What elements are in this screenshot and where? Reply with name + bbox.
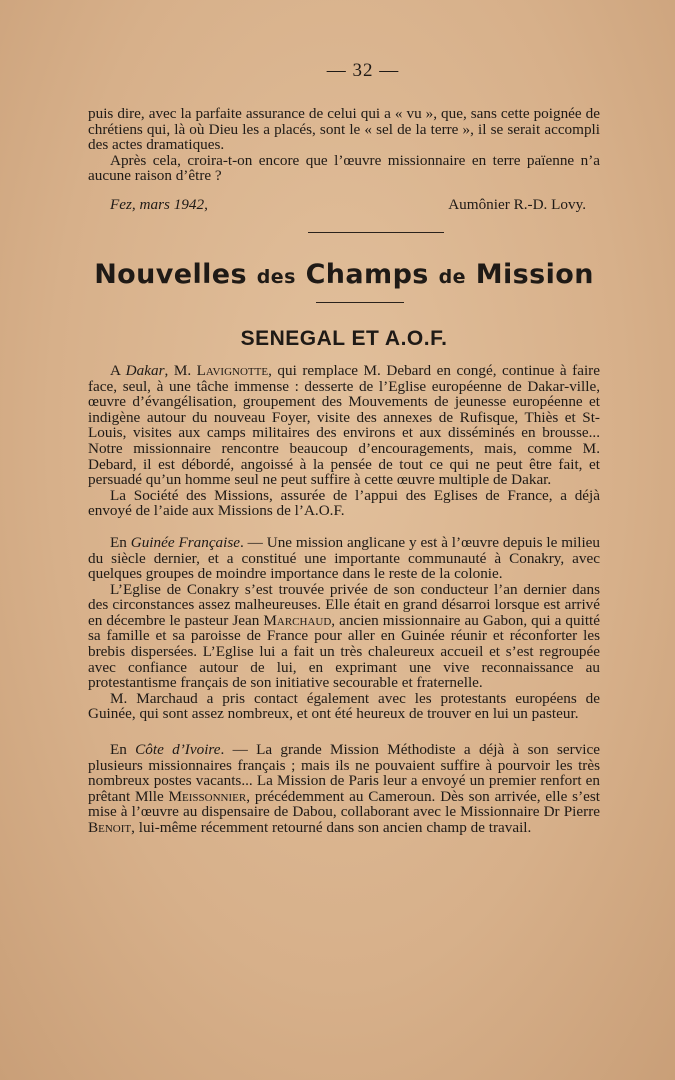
intro-paragraph-1: puis dire, avec la parfaite assurance de celui qui a « vu », que, sans cette poignée de chrétiens qui, là où Dieu les a placés, sont le « sel de la terre », il se serait accompli des actes dramatiques. xyxy=(88,105,600,154)
place-name: Dakar xyxy=(125,361,165,379)
place-name: Côte d’Ivoire xyxy=(135,741,221,759)
title-underline xyxy=(316,302,404,303)
person-name: Marchaud xyxy=(263,611,332,629)
section-title-word: de xyxy=(438,265,466,288)
person-name: Lavignotte xyxy=(196,361,269,379)
signature-author: Aumônier R.-D. Lovy. xyxy=(448,195,586,213)
section-title-word: Nouvelles xyxy=(94,258,247,290)
section-title xyxy=(88,259,600,290)
section-title-word: Champs xyxy=(305,258,429,290)
paragraph-conakry: L’Eglise de Conakry s’est trouvée privée de son conducteur l’an dernier dans des circonstances assez malheureuses. Elle était en grand désarroi lorsque est arrivé en décembre le pasteur Jean Marchaud, ancien missionnaire au Gabon, qui a quitté sa famille et sa paroisse de France pour aller en Guinée réunir et réconforter les brebis dispersées. L’Eglise lui a fait un très chaleureux accueil et s’est regroupée avec confiance autour de lui, en exprimant une vive reconnaissance au protestantisme français de son initiative secourable et fraternelle. xyxy=(88,580,600,692)
intro-paragraph-2: Après cela, croira-t-on encore que l’œuvre missionnaire en terre païenne n’a aucune raison d’être ? xyxy=(88,151,600,185)
signature-place: Fez, mars 1942, xyxy=(110,195,208,213)
paragraph-marchaud-contact: M. Marchaud a pris contact également avec les protestants européens de Guinée, qui sont assez nombreux, et ont été heureux de trouver en lui un pasteur. xyxy=(88,689,600,723)
person-name: Meissonnier xyxy=(168,787,247,805)
section-title-word: des xyxy=(256,265,296,288)
signature-row xyxy=(88,196,600,214)
paragraph-societe: La Société des Missions, assurée de l’appui des Eglises de France, a déjà envoyé de l’aide aux Missions de l’A.O.F. xyxy=(88,486,600,520)
place-name: Guinée Française xyxy=(130,533,241,551)
page-number: — 32 — xyxy=(326,60,400,81)
subsection-title: SENEGAL ET A.O.F. xyxy=(240,326,448,350)
section-title-word: Mission xyxy=(475,258,594,290)
paragraph-dakar: A Dakar, M. Lavignotte, qui remplace M. Debard en congé, continue à faire face, seul, à une tâche immense : desserte de l’Eglise européenne de Dakar-ville, œuvre d’évangélisation, groupement des Mouvements de jeunesse européenne et indigène autour du nouveau Foyer, visite des annexes de Rufisque, Thiès et St-Louis, visites aux camps militaires des environs et aux disséminés en brousse... Notre missionnaire rencontre beaucoup d’encouragements, mais, comme M. Debard, il est débordé, angoissé à la pensée de tout ce qui ne peut être fait, et persuadé qu’un homme seul ne peut suffire à cette œuvre multiple de Dakar. xyxy=(88,361,600,489)
paragraph-guinee: En Guinée Française. — Une mission anglicane y est à l’œuvre depuis le milieu du siècle dernier, et a constitué une importante communauté à Conakry, avec quelques groupes de moindre importance dans le reste de la colonie. xyxy=(88,533,601,583)
paragraph-cote-ivoire: En Côte d’Ivoire. — La grande Mission Méthodiste a déjà à son service plusieurs missionnaires français ; mais ils ne pouvaient suffire à pourvoir les très nombreux postes vacants... La Mission de Paris leur a envoyé un premier renfort en prêtant Mlle Meissonnier, précédemment au Cameroun. Dès son arrivée, elle s’est mise à l’œuvre au dispensaire de Dabou, collaborant avec le Missionnaire Dr Pierre Benoit, lui-même récemment retourné dans son ancien champ de travail. xyxy=(88,741,600,836)
section-divider xyxy=(308,232,444,233)
document-page xyxy=(88,60,600,836)
person-name: Benoit xyxy=(88,819,132,836)
